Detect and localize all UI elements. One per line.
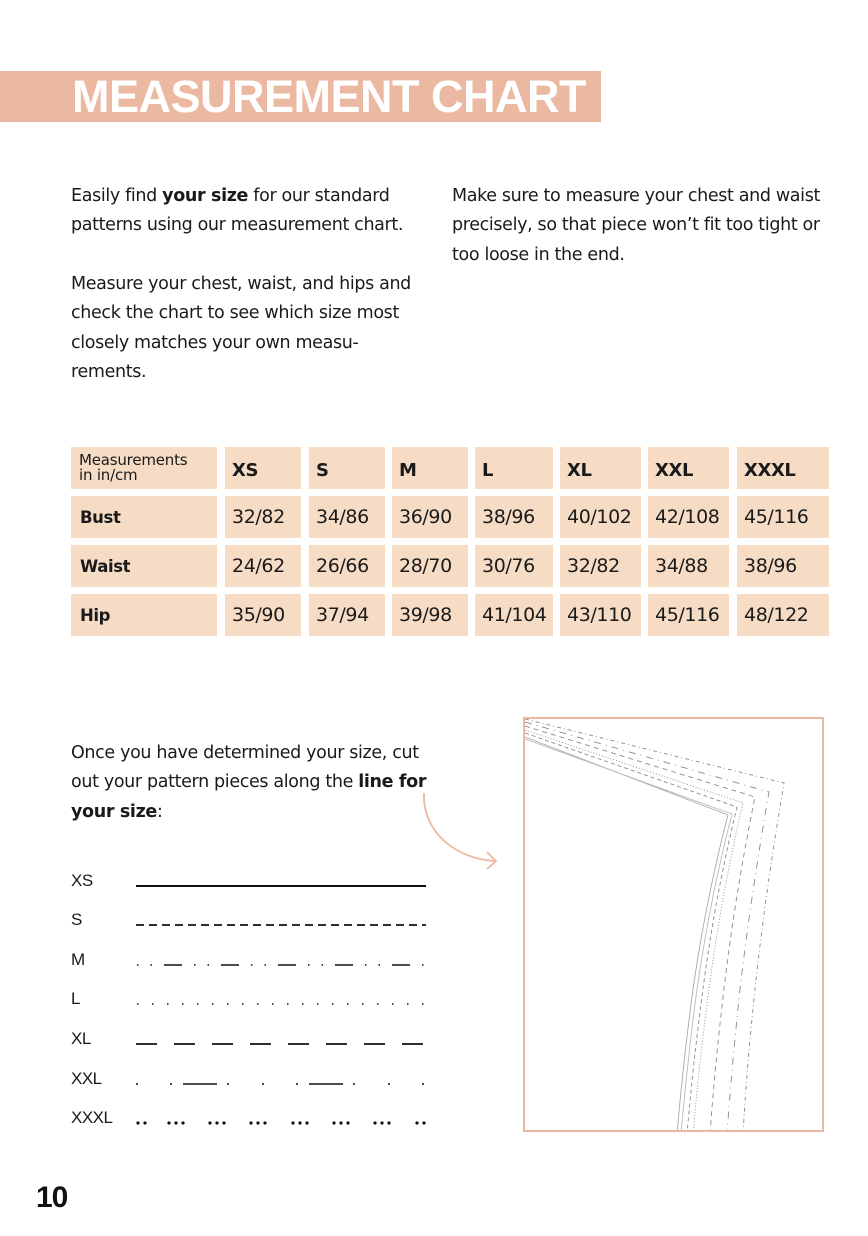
table-cell: 34/86 [309,496,385,538]
size-header-xs: XS [225,447,301,489]
size-header-xxl: XXL [648,447,729,489]
curved-arrow-icon [418,788,502,872]
table-cell: 34/88 [648,545,729,587]
table-cell: 38/96 [737,545,829,587]
legend-line-dotted [136,994,426,1004]
legend-size-label: XL [71,1029,91,1048]
legend-size-label: L [71,989,80,1008]
table-corner-header [71,447,217,489]
table-cell: 37/94 [309,594,385,636]
intro-paragraph-2: Measure your chest, waist, and hips and check the chart to see which size most closely matches your own measu-rements. [71,274,411,382]
table-cell: 40/102 [560,496,641,538]
cutting-instructions [71,739,431,827]
table-cell: 36/90 [392,496,468,538]
size-header-m: M [392,447,468,489]
intro-text: Easily find [71,186,163,206]
legend-line-dot-dash-dot [136,1074,426,1084]
cutting-text: Once you have determined your size, cut out your pattern pieces along the [71,743,419,793]
page-number: 10 [36,1181,68,1214]
table-cell: 38/96 [475,496,553,538]
intro-text: for our standard patterns using our measurement chart. [71,186,404,236]
legend-line-solid [136,876,426,886]
table-cell: 32/82 [225,496,301,538]
legend-size-label: S [71,910,82,929]
table-cell: 32/82 [560,545,641,587]
table-cell: 30/76 [475,545,553,587]
intro-emphasis: your size [162,186,249,206]
table-cell: 48/122 [737,594,829,636]
table-cell: 45/116 [737,496,829,538]
size-header-xl: XL [560,447,641,489]
table-cell: 26/66 [309,545,385,587]
table-cell: 28/70 [392,545,468,587]
legend-size-label: M [71,950,85,969]
page-title: MEASUREMENT CHART [72,71,586,122]
cutting-emphasis: line for your size [71,772,427,822]
pattern-lines-illustration [525,719,824,1132]
row-label-hip: Hip [71,594,217,636]
table-cell: 42/108 [648,496,729,538]
corner-label-line2: in in/cm [79,466,138,484]
size-header-s: S [309,447,385,489]
cutting-text: : [156,801,163,822]
table-cell: 43/110 [560,594,641,636]
legend-line-triple-dot [136,1113,426,1123]
pattern-illustration [523,717,824,1132]
row-label-bust: Bust [71,496,217,538]
legend-line-dot-dot-dash [136,955,426,965]
legend-size-label: XXL [71,1069,102,1088]
row-label-waist: Waist [71,545,217,587]
intro-paragraph-3: Make sure to measure your chest and waist precisely, so that piece won’t fit too tight or too loose in the end. [452,186,820,265]
legend-size-label: XS [71,871,93,890]
legend-line-short-dash [136,915,426,925]
legend-line-long-dash [136,1034,426,1044]
legend-size-label: XXXL [71,1108,113,1127]
table-cell: 45/116 [648,594,729,636]
table-cell: 24/62 [225,545,301,587]
size-header-l: L [475,447,553,489]
table-cell: 41/104 [475,594,553,636]
intro-paragraph-1 [71,182,431,241]
table-cell: 39/98 [392,594,468,636]
size-header-xxxl: XXXL [737,447,829,489]
corner-label-line1: Measurements [79,451,188,469]
table-cell: 35/90 [225,594,301,636]
